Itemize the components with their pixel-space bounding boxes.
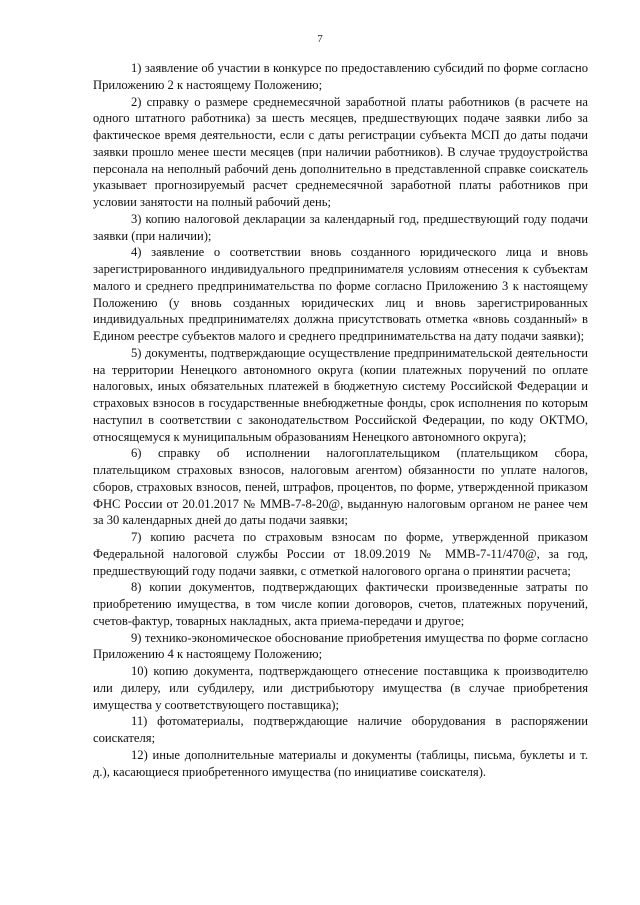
list-item-4: 4) заявление о соответствии вновь созданного юридического лица и вновь зарегистрированного индивидуального предпринимателя условиям отнесения к субъектам малого и среднего предпринимательства по форме согласно Приложению 3 к настоящему Положению (у вновь созданных юридических лиц и вновь зарегистрированных индивидуальных предпринимателях должна присутствовать отметка «вновь созданный» в Едином реестре субъектов малого и среднего предпринимательства на дату подачи заявки); [93, 245, 588, 343]
list-item-7: 7) копию расчета по страховым взносам по форме, утвержденной приказом Федеральной налоговой службы России от 18.09.2019 № ММВ-7-11/470@, за год, предшествующий году подачи заявки, с отметкой налогового органа о принятии расчета; [93, 530, 588, 578]
list-item-6: 6) справку об исполнении налогоплательщиком (плательщиком сбора, плательщиком страховых взносов, налоговым агентом) обязанности по уплате налогов, сборов, страховых взносов, пеней, штрафов, процентов, по форме, утвержденной приказом ФНС России от 20.01.2017 № ММВ-7-8-20@, выданную налоговым органом не ранее чем за 30 календарных дней до даты подачи заявки; [93, 446, 588, 528]
list-item-2: 2) справку о размере среднемесячной заработной платы работников (в расчете на одного штатного работника) за шесть месяцев, предшествующих подаче заявки либо за фактическое время деятельности, если с даты регистрации субъекта МСП до даты подачи заявки прошло менее шести месяцев (при наличии работников). В случае трудоустройства персонала на неполный рабочий день дополнительно в представленной справке соискатель указывает прогнозируемый расчет среднемесячной заработной платы работников при условии занятости на полный рабочий день; [93, 94, 588, 209]
list-item-9: 9) технико-экономическое обоснование приобретения имущества по форме согласно Приложению 4 к настоящему Положению; [93, 630, 588, 662]
document-body [93, 60, 588, 780]
list-item-1: 1) заявление об участии в конкурсе по предоставлению субсидий по форме согласно Приложению 2 к настоящему Положению; [93, 61, 588, 92]
list-item-11: 11) фотоматериалы, подтверждающие наличие оборудования в распоряжении соискателя; [93, 714, 588, 745]
list-item-5: 5) документы, подтверждающие осуществление предпринимательской деятельности на территории Ненецкого автономного округа (копии платежных поручений по оплате налоговых, иных обязательных платежей в бюджетную систему Российской Федерации и страховых взносов в государственные внебюджетные фонды, срок исполнения по которым наступил в соответствии с законодательством Российской Федерации, по коду ОКТМО, относящемуся к муниципальным образованиям Ненецкого автономного округа); [93, 345, 588, 444]
list-item-12: 12) иные дополнительные материалы и документы (таблицы, письма, буклеты и т. д.), касающиеся приобретенного имущества (по инициативе соискателя). [93, 747, 588, 779]
list-item-3: 3) копию налоговой декларации за календарный год, предшествующий году подачи заявки (при наличии); [93, 211, 588, 243]
list-item-8: 8) копии документов, подтверждающих фактически произведенные затраты по приобретению имущества, в том числе копии договоров, счетов, платежных поручений, счетов-фактур, товарных накладных, акта приема-передачи и другое; [93, 580, 588, 628]
page-number: 7 [317, 33, 323, 45]
list-item-10: 10) копию документа, подтверждающего отнесение поставщика к производителю или дилеру, или субдилеру, или дистрибьютору имущества (в случае приобретения имущества у соответствующего поставщика); [93, 664, 588, 712]
